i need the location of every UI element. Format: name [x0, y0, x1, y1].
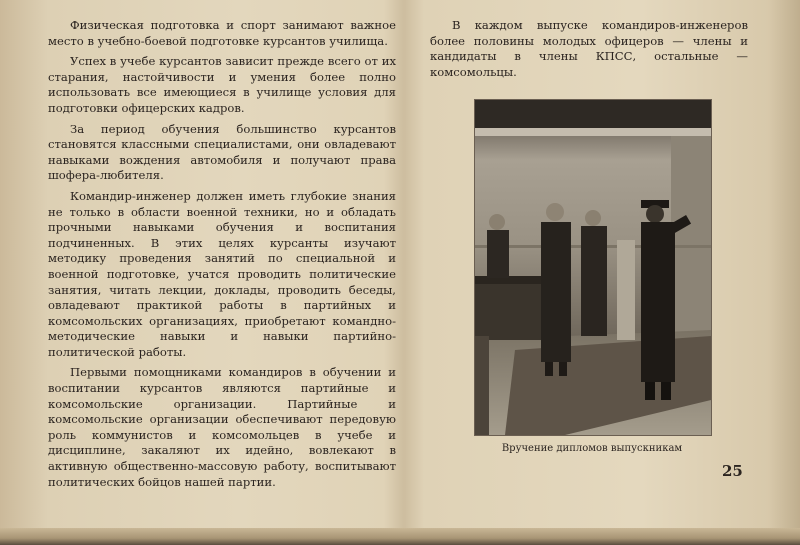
photo-caption: Вручение дипломов выпускникам [501, 443, 683, 454]
photo-illustration [475, 100, 711, 435]
paragraph-success: Успех в учебе курсантов зависит прежде всего от их старания, настойчивости и умения более полно использовать все имеющиеся в училище условия для подготовки офицерских кадров. [48, 54, 396, 115]
paragraph-sport: Физическая подготовка и спорт занимают важное место в учебно-боевой подготовке курсантов училища. [48, 18, 396, 48]
paragraph-graduates: В каждом выпуске командиров-инженеров более половины молодых офицеров — члены и кандидаты в члены КПСС, остальные — комсомольцы. [430, 18, 748, 79]
left-text-column [48, 18, 396, 495]
page-number: 25 [722, 462, 743, 480]
diploma-ceremony-photo [474, 99, 712, 436]
page-bottom-edge [0, 528, 800, 545]
right-text-column [430, 18, 748, 85]
paragraph-specialists: За период обучения большинство курсантов становятся классными специалистами, они овладевают навыками вождения автомобиля и получают права шофера-любителя. [48, 121, 396, 183]
paragraph-party-organizations: Первыми помощниками командиров в обучении и воспитании курсантов являются партийные и комсомольские организации. Партийные и комсомольские организации обеспечивают передовую роль коммунистов и комсомольцев в учебе и дисциплине, закаляют их идейно, вовлекают в активную общественно-массовую работу, воспитывают политических бойцов нашей партии. [48, 365, 396, 489]
paragraph-commander-engineer: Командир-инженер должен иметь глубокие знания не только в области военной техники, но и обладать прочными навыками обучения и воспитания подчиненных. В этих целях курсанты изучают методику проведения занятий по специальной и военной подготовке, учатся проводить политические занятия, читать лекции, доклады, проводить беседы, овладевают практикой работы в партийных и комсомольских организациях, приобретают командно-методические навыки и навыки партийно-политической работы. [48, 188, 396, 359]
